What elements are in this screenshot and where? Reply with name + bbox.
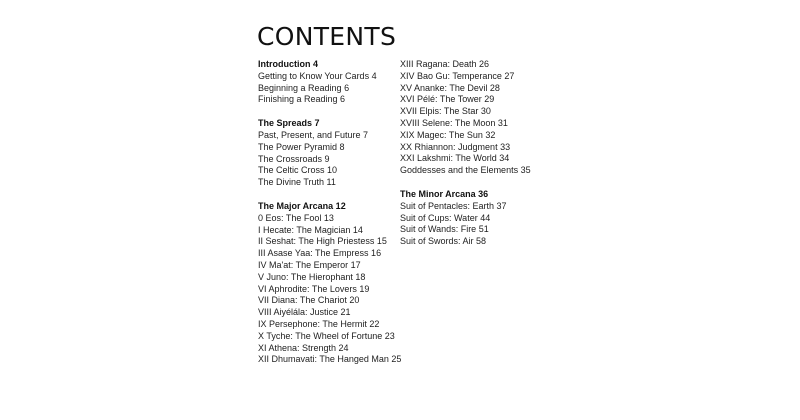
toc-section [258,59,401,106]
toc-entry: XII Dhumavati: The Hanged Man 25 [258,354,402,365]
toc-entry: Past, Present, and Future 7 [258,129,369,140]
toc-section [400,189,531,248]
toc-entry: The Divine Truth 11 [258,177,336,188]
toc-section-heading: The Spreads 7 [258,118,320,129]
toc-entry: II Seshat: The High Priestess 15 [258,236,387,247]
toc-entry: V Juno: The Hierophant 18 [258,271,366,282]
toc-entry: Suit of Pentacles: Earth 37 [400,200,507,211]
toc-entry: IX Persephone: The Hermit 22 [258,318,380,329]
toc-section-heading: Introduction 4 [258,59,318,69]
toc-entry: VIII Aiyélála: Justice 21 [258,307,351,318]
toc-entry: 0 Eos: The Fool 13 [258,212,334,223]
toc-entry: XV Ananke: The Devil 28 [400,82,500,93]
toc-entry: Suit of Cups: Water 44 [400,212,491,223]
toc-entry: IV Ma'at: The Emperor 17 [258,259,361,270]
toc-entry: I Hecate: The Magician 14 [258,224,363,235]
toc-entry: Beginning a Reading 6 [258,82,350,93]
toc-entry: Suit of Wands: Fire 51 [400,224,489,235]
toc-entry: XVIII Selene: The Moon 31 [400,117,508,128]
toc-entry: The Celtic Cross 10 [258,165,338,176]
toc-entry: Suit of Swords: Air 58 [400,236,487,247]
toc-entry: XIV Bao Gu: Temperance 27 [400,70,515,81]
toc-entry: Getting to Know Your Cards 4 [258,70,377,81]
toc-section [258,118,401,189]
toc-left-column [258,59,401,366]
toc-entry: Goddesses and the Elements 35 [400,165,531,176]
toc-entry: XIX Magec: The Sun 32 [400,129,496,140]
toc-entry: X Tyche: The Wheel of Fortune 23 [258,330,395,341]
toc-entry: III Asase Yaa: The Empress 16 [258,248,382,259]
toc-entry: Finishing a Reading 6 [258,94,346,105]
page-title: CONTENTS [257,22,397,51]
toc-entry: VI Aphrodite: The Lovers 19 [258,283,370,294]
toc-section-heading: The Major Arcana 12 [258,200,346,211]
toc-entry: XVI Pélé: The Tower 29 [400,94,495,105]
toc-entry: The Power Pyramid 8 [258,141,345,152]
toc-entry: XXI Lakshmi: The World 34 [400,153,510,164]
toc-right-column [400,59,531,248]
toc-section [258,201,401,366]
toc-entry: XX Rhiannon: Judgment 33 [400,141,511,152]
toc-section [400,59,531,177]
toc-entry: XVII Elpis: The Star 30 [400,106,491,117]
toc-entry: XIII Ragana: Death 26 [400,59,490,69]
toc-entry: VII Diana: The Chariot 20 [258,295,360,306]
toc-entry: The Crossroads 9 [258,153,330,164]
toc-entry: XI Athena: Strength 24 [258,342,349,353]
toc-section-heading: The Minor Arcana 36 [400,188,489,199]
